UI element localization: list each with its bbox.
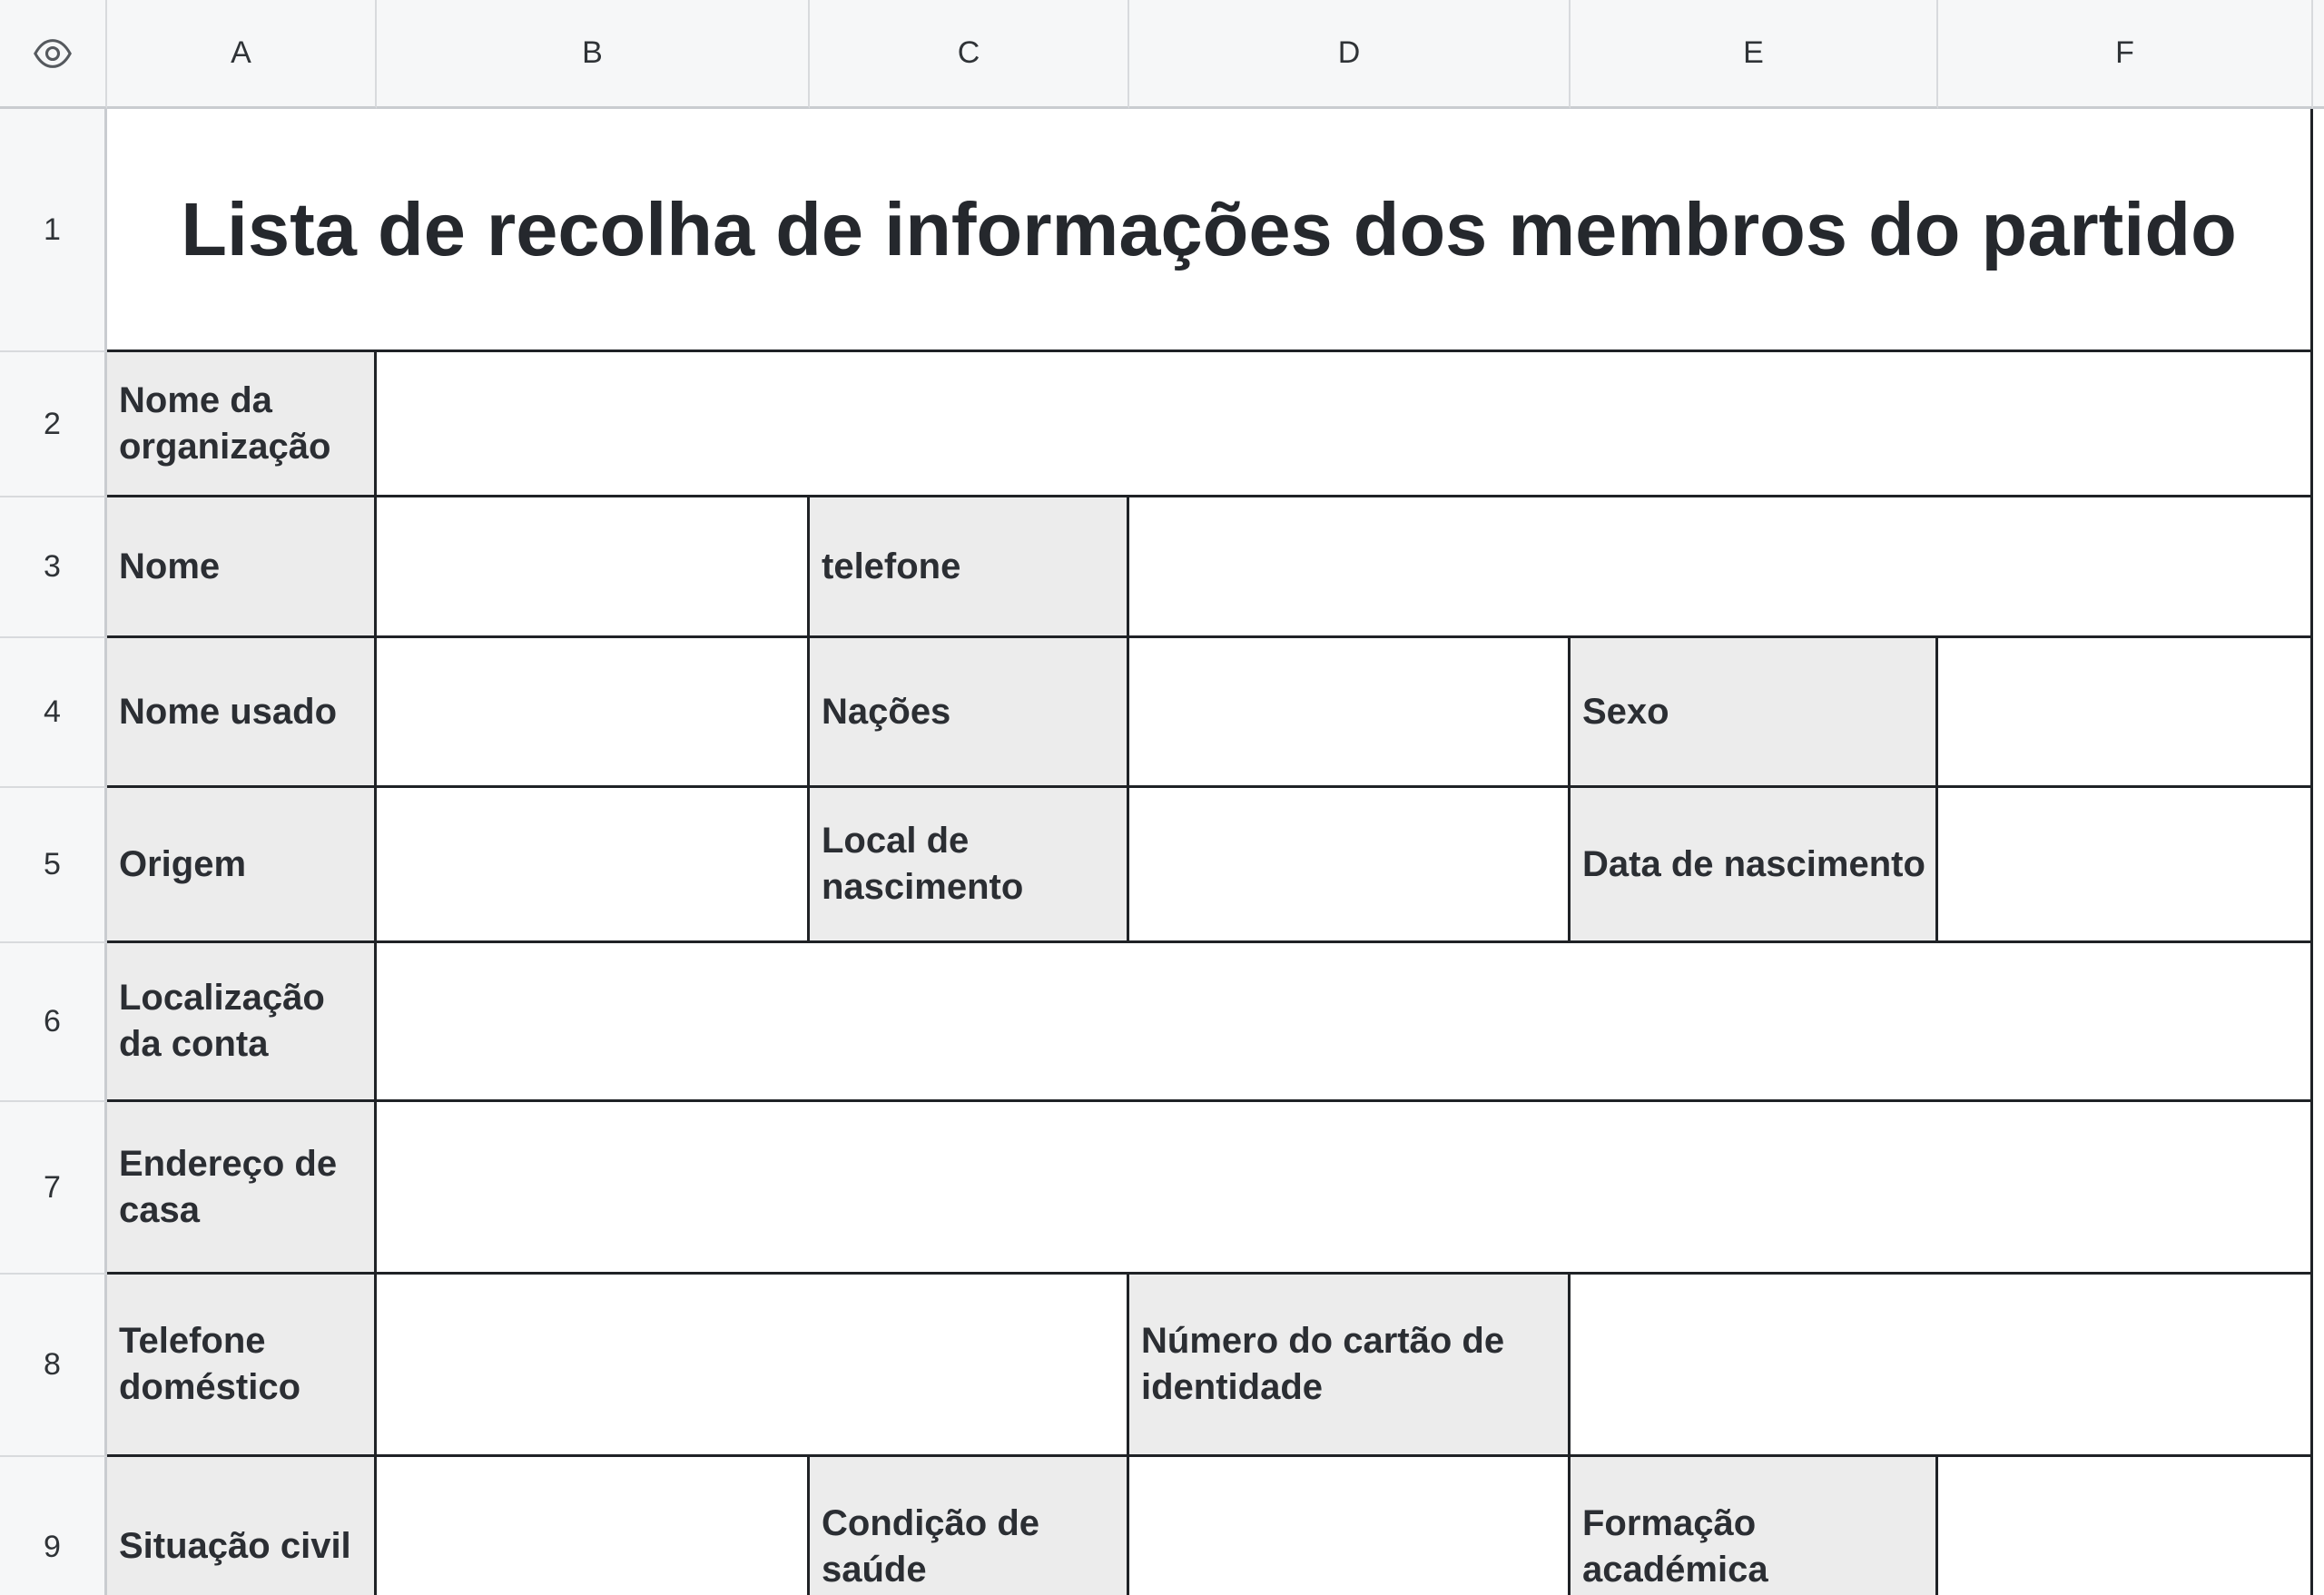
input-health-condition[interactable]	[1129, 1457, 1571, 1595]
eye-icon[interactable]	[32, 33, 74, 74]
input-academic-background[interactable]	[1938, 1457, 2313, 1595]
column-header-d[interactable]: D	[1129, 0, 1571, 109]
label-home-address[interactable]: Endereço de casa	[107, 1102, 377, 1275]
column-header-b[interactable]: B	[377, 0, 810, 109]
column-header-e[interactable]: E	[1571, 0, 1938, 109]
input-home-phone[interactable]	[377, 1275, 1129, 1457]
row-header-4[interactable]: 4	[0, 638, 107, 788]
label-account-location[interactable]: Localização da conta	[107, 943, 377, 1102]
input-id-card-number[interactable]	[1571, 1275, 2313, 1457]
input-org-name[interactable]	[377, 352, 2313, 497]
row-header-1[interactable]: 1	[0, 109, 107, 352]
column-header-a[interactable]: A	[107, 0, 377, 109]
label-birthdate[interactable]: Data de nascimento	[1571, 788, 1938, 943]
input-marital-status[interactable]	[377, 1457, 810, 1595]
row-header-7[interactable]: 7	[0, 1102, 107, 1275]
input-birthplace[interactable]	[1129, 788, 1571, 943]
label-org-name[interactable]: Nome da organização	[107, 352, 377, 497]
input-birthdate[interactable]	[1938, 788, 2313, 943]
label-phone[interactable]: telefone	[810, 497, 1129, 638]
label-home-phone[interactable]: Telefone doméstico	[107, 1275, 377, 1457]
input-name[interactable]	[377, 497, 810, 638]
label-sex[interactable]: Sexo	[1571, 638, 1938, 788]
row-header-5[interactable]: 5	[0, 788, 107, 943]
label-marital-status[interactable]: Situação civil	[107, 1457, 377, 1595]
input-phone[interactable]	[1129, 497, 2313, 638]
label-id-card-number[interactable]: Número do cartão de identidade	[1129, 1275, 1571, 1457]
input-origin[interactable]	[377, 788, 810, 943]
input-used-name[interactable]	[377, 638, 810, 788]
row-header-6[interactable]: 6	[0, 943, 107, 1102]
column-header-filler	[2313, 0, 2324, 109]
input-home-address[interactable]	[377, 1102, 2313, 1275]
input-account-location[interactable]	[377, 943, 2313, 1102]
row-header-3[interactable]: 3	[0, 497, 107, 638]
label-origin[interactable]: Origem	[107, 788, 377, 943]
column-header-c[interactable]: C	[810, 0, 1129, 109]
label-birthplace[interactable]: Local de nascimento	[810, 788, 1129, 943]
select-all-corner[interactable]	[0, 0, 107, 109]
column-header-f[interactable]: F	[1938, 0, 2313, 109]
row-header-2[interactable]: 2	[0, 352, 107, 497]
row-header-9[interactable]: 9	[0, 1457, 107, 1595]
label-used-name[interactable]: Nome usado	[107, 638, 377, 788]
label-academic-background[interactable]: Formação académica	[1571, 1457, 1938, 1595]
form-title[interactable]: Lista de recolha de informações dos membros do partido	[107, 109, 2313, 352]
label-health-condition[interactable]: Condição de saúde	[810, 1457, 1129, 1595]
input-sex[interactable]	[1938, 638, 2313, 788]
label-name[interactable]: Nome	[107, 497, 377, 638]
label-nations[interactable]: Nações	[810, 638, 1129, 788]
input-nations[interactable]	[1129, 638, 1571, 788]
row-header-8[interactable]: 8	[0, 1275, 107, 1457]
